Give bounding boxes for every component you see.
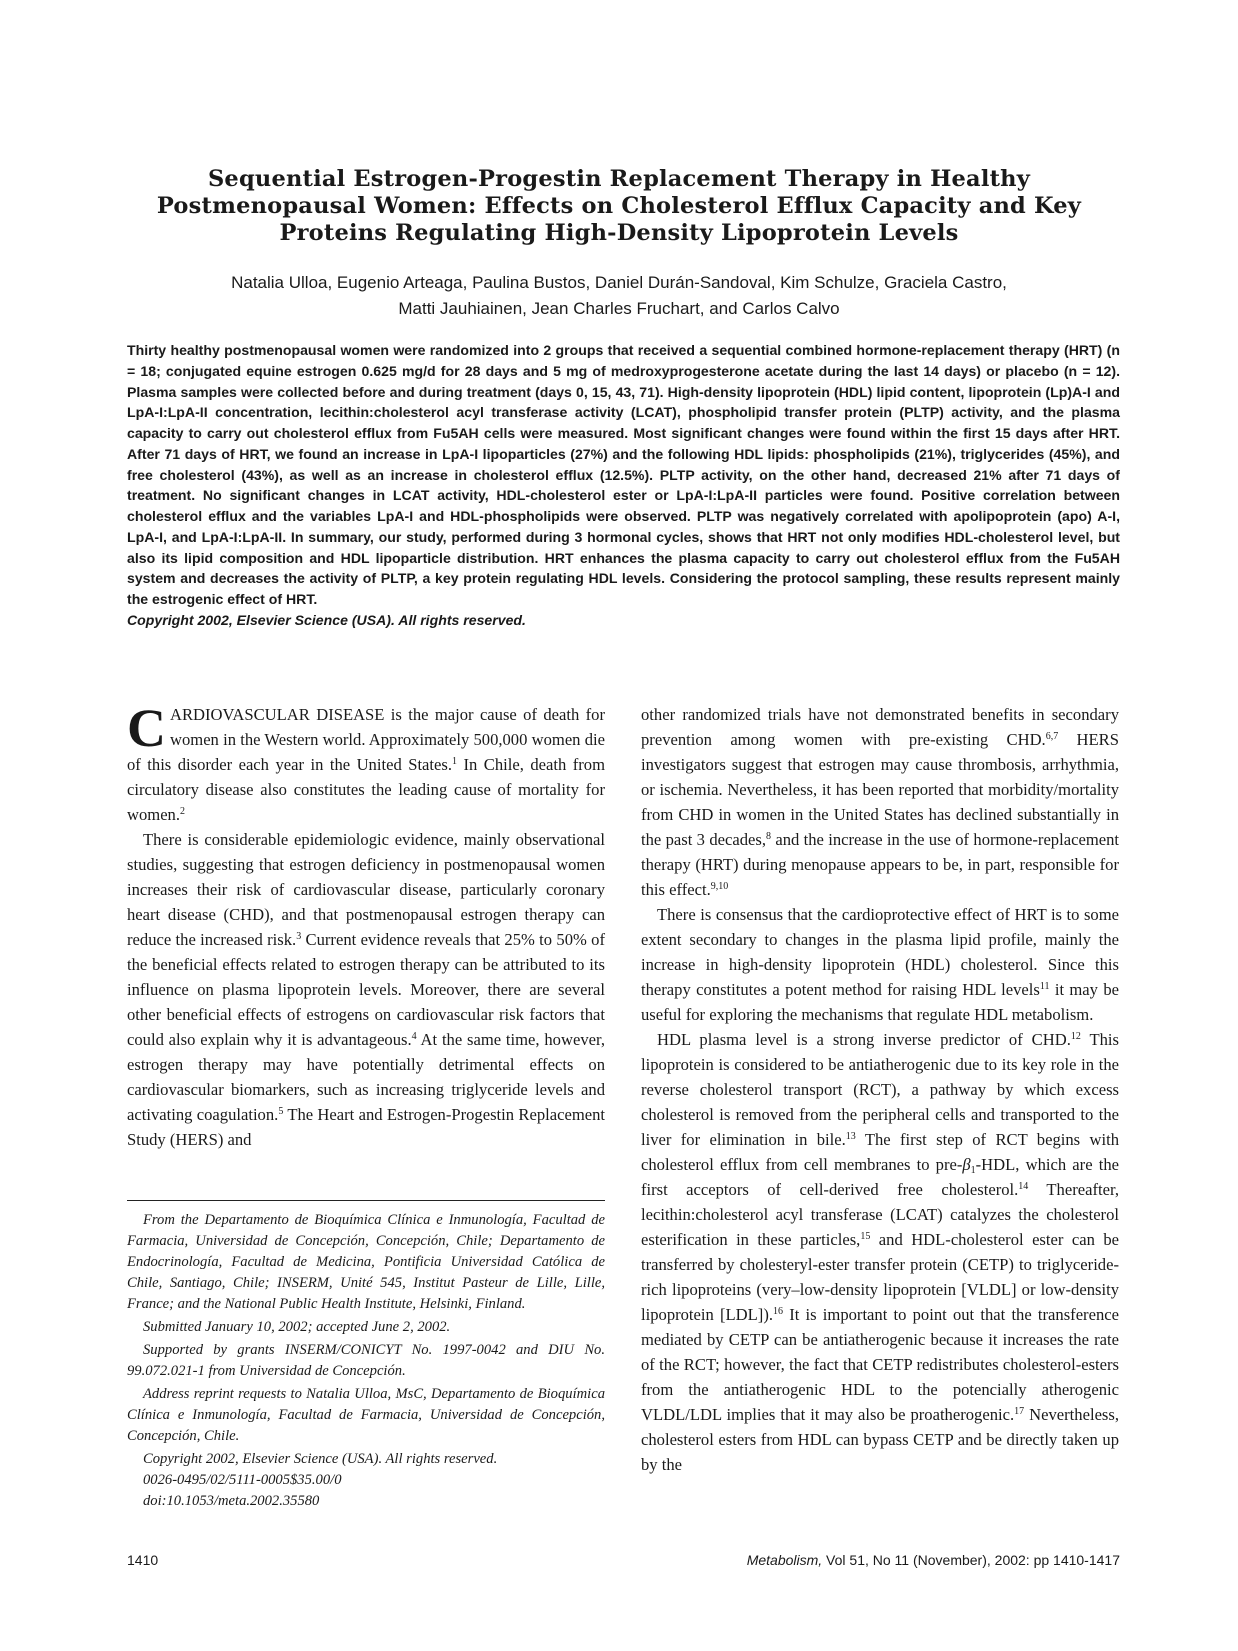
title-line: Proteins Regulating High-Density Lipoprotein Levels <box>279 220 959 246</box>
reference: 12 <box>1070 1031 1081 1042</box>
submitted-note: Submitted January 10, 2002; accepted June 2, 2002. <box>143 1319 451 1335</box>
body-paragraph-2 <box>641 902 1119 1027</box>
text-run: HDL plasma level is a strong inverse predictor of CHD. <box>657 1030 1071 1049</box>
author-line: Natalia Ulloa, Eugenio Arteaga, Paulina Bustos, Daniel Durán-Sandoval, Kim Schulze, Graciela Castro, <box>231 273 1007 292</box>
text-run: In Chile, death from circulatory disease also constitutes the leading cause of mortality for women. <box>127 755 605 824</box>
text-run: other randomized trials have not demonstrated benefits in secondary prevention among women with pre-existing CHD. <box>641 705 1119 749</box>
text-run: Thereafter, lecithin:cholesterol acyl transferase (LCAT) catalyzes the cholesterol esterification in these particles, <box>641 1180 1119 1249</box>
journal-citation <box>747 1552 1120 1568</box>
affiliation-note: From the Departamento de Bioquímica Clínica e Inmunología, Facultad de Farmacia, Universidad de Concepción, Concepción, Chile; Departamento de Endocrinología, Facultad de Medicina, Pontificia Universidad Católica de Chile, Santiago, Chile; INSERM, Unité 545, Institut Pasteur de Lille, Lille, France; and the National Public Health Institute, Helsinki, Finland. <box>127 1212 605 1312</box>
text-run: The first step of RCT begins with cholesterol efflux from cell membranes to pre- <box>641 1130 1119 1174</box>
beta-subscript: 1 <box>970 1165 976 1176</box>
reference: 8 <box>765 831 771 842</box>
reference: 11 <box>1039 981 1050 992</box>
abstract-text: Thirty healthy postmenopausal women were randomized into 2 groups that received a sequential combined hormone-replacement therapy (HRT) (n = 18; conjugated equine estrogen 0.625 mg/d for 28 days and 5 mg of medroxyprogesterone acetate during the last 14 days) or placebo (n = 12). Plasma samples were collected before and during treatment (days 0, 15, 43, 71). High-density lipoprotein (HDL) lipid content, lipoprotein (Lp)A-I and LpA-I:LpA-II concentration, lecithin:cholesterol acyl transferase activity (LCAT), phospholipid transfer protein (PLTP) activity, and the plasma capacity to carry out cholesterol efflux from Fu5AH cells were measured. Most significant changes were found within the first 15 days after HRT. After 71 days of HRT, we found an increase in LpA-I lipoparticles (27%) and the following HDL lipids: phospholipids (21%), triglycerides (45%), and free cholesterol (43%), as well as an increase in cholesterol efflux (12.5%). PLTP activity, on the other hand, decreased 21% after 71 days of treatment. No significant changes in LCAT activity, HDL-cholesterol ester or LpA-I:LpA-II particles were found. Positive correlation between cholesterol efflux and the variables LpA-I and HDL-phospholipids were observed. PLTP was negatively correlated with apolipoprotein (apo) A-I, LpA-I, and LpA-I:LpA-II. In summary, our study, performed during 3 hormonal cycles, shows that HRT not only modifies HDL-cholesterol level, but also its lipid composition and HDL lipoparticle distribution. HRT enhances the plasma capacity to carry out cholesterol efflux from the Fu5AH system and decreases the activity of PLTP, a key protein regulating HDL levels. Considering the protocol sampling, these results represent mainly the estrogenic effect of HRT. <box>127 342 1120 607</box>
page-number: 1410 <box>127 1552 159 1568</box>
article-title <box>120 166 1118 247</box>
citation-details: Vol 51, No 11 (November), 2002: pp 1410-1417 <box>822 1552 1120 1568</box>
support-note: Supported by grants INSERM/CONICYT No. 1997-0042 and DIU No. 99.072.021-1 from Universidad de Concepción. <box>127 1342 605 1379</box>
text-run: -HDL, which are the first acceptors of cell-derived free cholesterol. <box>641 1155 1119 1199</box>
drop-cap: C <box>127 698 166 758</box>
journal-name: Metabolism, <box>746 1552 823 1568</box>
text-run: HERS investigators suggest that estrogen may cause thrombosis, arrhythmia, or ischemia. Nevertheless, it has been reported that morbidity/mortality from CHD in women in the United States has declined substantially in the past 3 decades, <box>641 730 1119 849</box>
reference: 5 <box>278 1106 284 1117</box>
right-column <box>641 702 1119 1477</box>
text-run: Nevertheless, cholesterol esters from HDL can bypass CETP and be directly taken up by the <box>641 1405 1119 1474</box>
intro-paragraph-1 <box>127 698 605 827</box>
reference: 14 <box>1018 1181 1029 1192</box>
text-run: Current evidence reveals that 25% to 50% of the beneficial effects related to estrogen therapy can be attributed to its influence on plasma lipoprotein levels. Moreover, there are several other beneficial effects of estrogens on cardiovascular risk factors that could also explain why it is advantageous. <box>127 930 605 1049</box>
title-line: Postmenopausal Women: Effects on Cholesterol Efflux Capacity and Key <box>156 193 1082 219</box>
text-run: The Heart and Estrogen-Progestin Replacement Study (HERS) and <box>127 1105 605 1149</box>
issn-note: 0026-0495/02/5111-0005$35.00/0 <box>143 1472 342 1488</box>
intro-paragraph-2 <box>127 827 605 1152</box>
footnotes <box>127 1210 605 1512</box>
title-line: Sequential Estrogen-Progestin Replacement Therapy in Healthy <box>207 166 1031 192</box>
footnote-divider <box>127 1200 605 1201</box>
reference: 15 <box>860 1231 871 1242</box>
text-run: At the same time, however, estrogen therapy may have potentially detrimental effects on cardiovascular biomarkers, such as increasing triglyceride levels and activating coagulation. <box>127 1030 605 1124</box>
copyright-note: Copyright 2002, Elsevier Science (USA). All rights reserved. <box>143 1451 498 1467</box>
left-column <box>127 698 605 1152</box>
author-line: Matti Jauhiainen, Jean Charles Fruchart, and Carlos Calvo <box>398 299 840 318</box>
reference: 3 <box>296 931 302 942</box>
text-run: This lipoprotein is considered to be antiatherogenic due to its key role in the reverse cholesterol transport (RCT), a pathway by which excess cholesterol is removed from the peripheral cells and transported to the liver for elimination in bile. <box>641 1030 1119 1149</box>
text-run: There is considerable epidemiologic evidence, mainly observational studies, suggesting that estrogen deficiency in postmenopausal women increases their risk of cardiovascular disease, particularly coronary heart disease (CHD), and that postmenopausal estrogen therapy can reduce the increased risk. <box>127 830 605 949</box>
reference: 6,7 <box>1045 731 1059 742</box>
reference: 17 <box>1014 1406 1025 1417</box>
text-run: and the increase in the use of hormone-replacement therapy (HRT) during menopause appears to be, in part, responsible for this effect. <box>641 830 1119 899</box>
text-run: It is important to point out that the transference mediated by CETP can be antiatherogenic because it increases the rate of the RCT; however, the fact that CETP redistributes cholesterol-esters from the antiatherogenic HDL to the potencially atherogenic VLDL/LDL implies that it may also be proatherogenic. <box>641 1305 1119 1424</box>
reference: 13 <box>845 1131 856 1142</box>
address-note: Address reprint requests to Natalia Ulloa, MsC, Departamento de Bioquímica Clínica e Inmunología, Facultad de Farmacia, Universidad de Concepción, Concepción, Chile. <box>127 1386 605 1444</box>
beta-symbol: β <box>962 1155 971 1174</box>
text-run: it may be useful for exploring the mechanisms that regulate HDL metabolism. <box>641 980 1119 1024</box>
body-paragraph-3 <box>641 1027 1119 1477</box>
reference: 9,10 <box>710 881 729 892</box>
reference: 16 <box>773 1306 783 1317</box>
doi-note: doi:10.1053/meta.2002.35580 <box>143 1493 320 1509</box>
reference: 1 <box>452 756 457 767</box>
abstract-copyright: Copyright 2002, Elsevier Science (USA). All rights reserved. <box>127 611 526 628</box>
reference: 4 <box>411 1031 417 1042</box>
body-paragraph-1 <box>641 702 1119 902</box>
text-run: There is consensus that the cardioprotective effect of HRT is to some extent secondary to changes in the plasma lipid profile, mainly the increase in high-density lipoprotein (HDL) cholesterol. Since this therapy constitutes a potent method for raising HDL levels <box>641 905 1119 999</box>
lead-in: ARDIOVASCULAR DISEASE <box>170 705 385 724</box>
abstract <box>127 340 1120 631</box>
text-run: and HDL-cholesterol ester can be transferred by cholesteryl-ester transfer protein (CETP) to triglyceride-rich lipoproteins (very–low-density lipoprotein [VLDL] or low-density lipoprotein [LDL]). <box>641 1230 1119 1324</box>
author-list <box>120 270 1118 322</box>
reference: 2 <box>180 806 185 817</box>
text-run: is the major cause of death for women in the Western world. Approximately 500,000 women die of this disorder each year in the United States. <box>127 705 605 774</box>
